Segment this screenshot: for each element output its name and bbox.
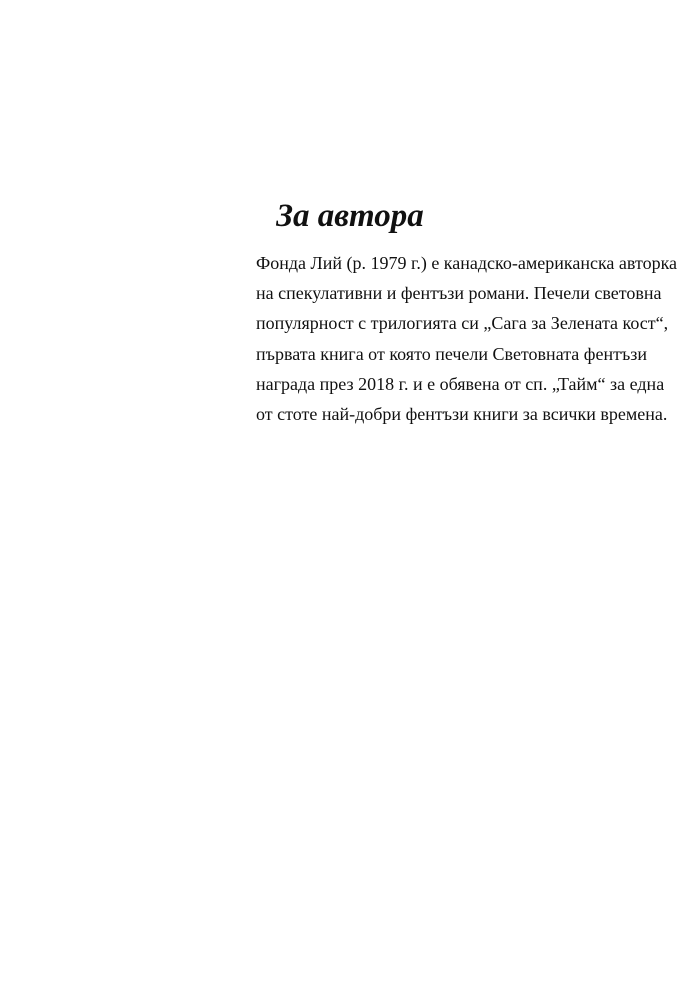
paragraph-line: награда през 2018 г. и е обявена от сп. „Тайм“ за една: [256, 373, 665, 394]
paragraph-line: на спекулативни и фентъзи романи. Печели световна: [256, 283, 662, 304]
paragraph-line: популярност с трилогията си „Сага за Зелената кост“,: [256, 313, 669, 334]
paragraph-line: първата книга от която печели Световната фентъзи: [256, 343, 647, 364]
paragraph-line: Фонда Лий (р. 1979 г.) е канадско-американска авторка: [256, 253, 678, 273]
page-title: За автора: [276, 198, 424, 234]
author-bio-paragraph: [256, 248, 678, 429]
paragraph-line: от стоте най-добри фентъзи книги за всички времена.: [256, 404, 668, 425]
